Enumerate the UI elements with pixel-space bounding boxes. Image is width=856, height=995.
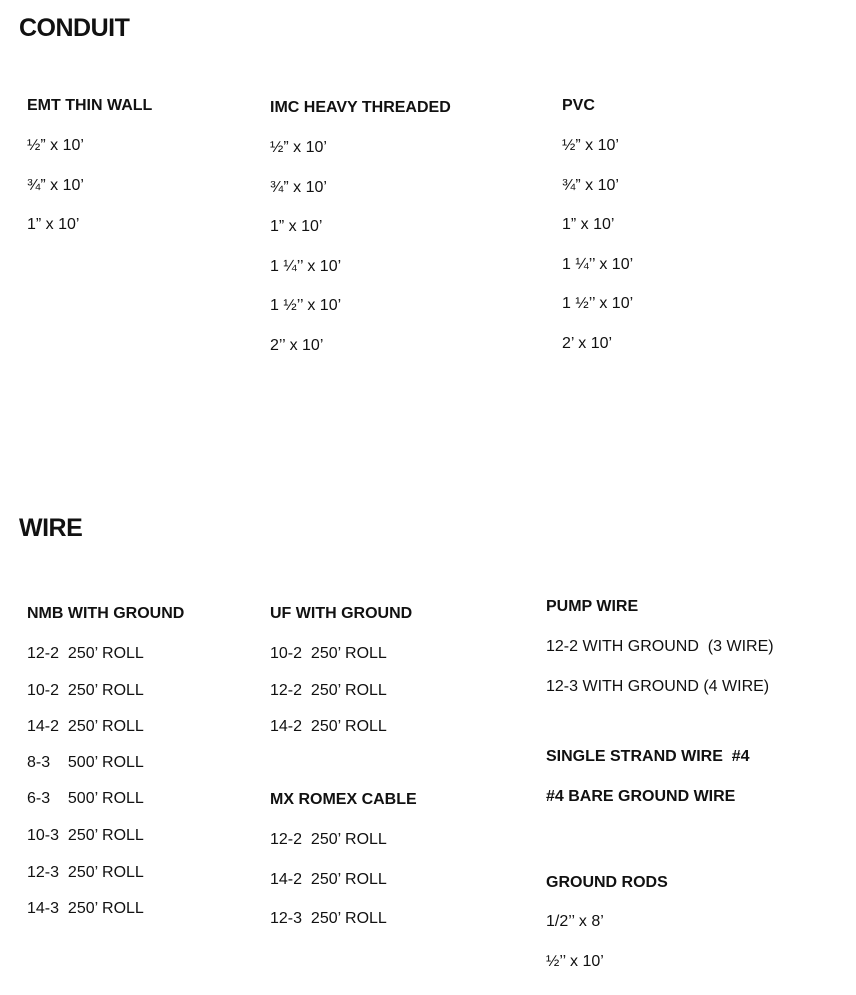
emt-column: [27, 97, 247, 247]
nmb-item: 14-2 250’ ROLL: [27, 718, 144, 735]
mx-item: 14-2 250’ ROLL: [270, 871, 387, 888]
nmb-item: 12-3 250’ ROLL: [27, 864, 144, 881]
nmb-column: [27, 605, 257, 925]
imc-item: ½” x 10’: [270, 139, 327, 156]
ground-rods-column: [546, 874, 846, 984]
ground-rods-item: ½’’ x 10’: [546, 953, 604, 970]
pump-heading: PUMP WIRE: [546, 598, 639, 615]
pvc-item: 1 ½’’ x 10’: [562, 295, 634, 312]
pvc-item: ½” x 10’: [562, 137, 619, 154]
nmb-item: 8-3 500’ ROLL: [27, 754, 144, 771]
nmb-item: 10-3 250’ ROLL: [27, 827, 144, 844]
uf-column: [270, 605, 510, 745]
ground-rods-item: 1/2’’ x 8’: [546, 913, 604, 930]
pvc-item: ¾” x 10’: [562, 177, 619, 194]
mx-item: 12-2 250’ ROLL: [270, 831, 387, 848]
emt-item: ¾” x 10’: [27, 177, 84, 194]
nmb-heading: NMB WITH GROUND: [27, 605, 185, 622]
nmb-item: 10-2 250’ ROLL: [27, 682, 144, 699]
pvc-item: 1 ¼’’ x 10’: [562, 256, 634, 273]
pump-column: [546, 598, 846, 698]
wire-title: WIRE: [19, 514, 83, 542]
imc-item: ¾” x 10’: [270, 179, 327, 196]
emt-item: ½” x 10’: [27, 137, 84, 154]
imc-heading: IMC HEAVY THREADED: [270, 99, 451, 116]
mx-item: 12-3 250’ ROLL: [270, 910, 387, 927]
pvc-item: 1” x 10’: [562, 216, 615, 233]
pvc-heading: PVC: [562, 97, 595, 114]
uf-item: 10-2 250’ ROLL: [270, 645, 387, 662]
emt-item: 1” x 10’: [27, 216, 80, 233]
single-strand-block: [546, 748, 846, 808]
uf-item: 14-2 250’ ROLL: [270, 718, 387, 735]
uf-heading: UF WITH GROUND: [270, 605, 413, 622]
ground-rods-heading: GROUND RODS: [546, 874, 668, 891]
mx-heading: MX ROMEX CABLE: [270, 791, 417, 808]
pvc-column: [562, 97, 822, 367]
bare-ground-label: #4 BARE GROUND WIRE: [546, 788, 736, 805]
imc-item: 1 ½’’ x 10’: [270, 297, 342, 314]
imc-item: 2’’ x 10’: [270, 337, 324, 354]
pvc-item: 2’ x 10’: [562, 335, 613, 352]
single-strand-label: SINGLE STRAND WIRE #4: [546, 748, 750, 765]
imc-item: 1” x 10’: [270, 218, 323, 235]
pump-item: 12-2 WITH GROUND (3 WIRE): [546, 638, 774, 655]
imc-column: [270, 99, 530, 369]
imc-item: 1 ¼’’ x 10’: [270, 258, 342, 275]
nmb-item: 14-3 250’ ROLL: [27, 900, 144, 917]
nmb-item: 6-3 500’ ROLL: [27, 790, 144, 807]
nmb-item: 12-2 250’ ROLL: [27, 645, 144, 662]
mx-column: [270, 791, 510, 931]
pump-item: 12-3 WITH GROUND (4 WIRE): [546, 678, 770, 695]
conduit-title: CONDUIT: [19, 14, 130, 42]
uf-item: 12-2 250’ ROLL: [270, 682, 387, 699]
emt-heading: EMT THIN WALL: [27, 97, 153, 114]
